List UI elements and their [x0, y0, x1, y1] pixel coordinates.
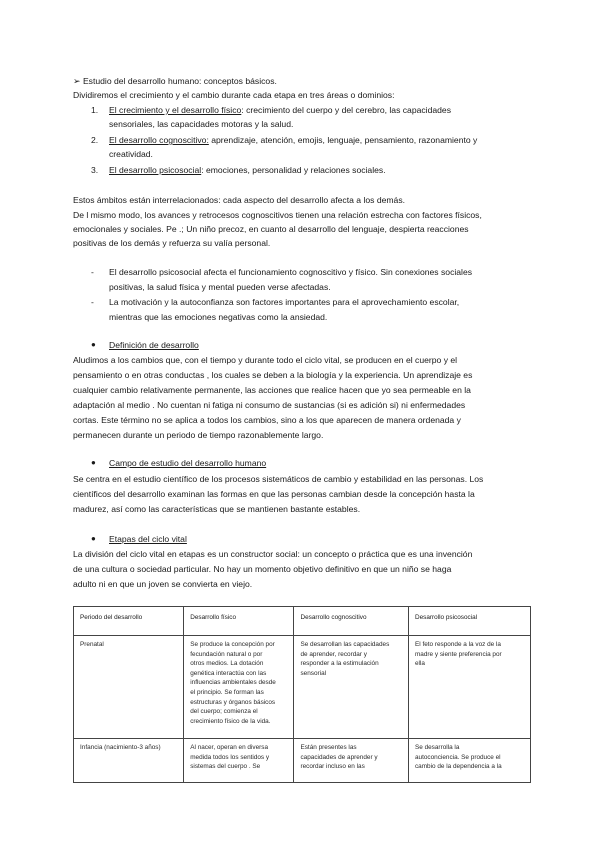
section-title: Etapas del ciclo vital — [109, 534, 187, 544]
dash-marker: - — [91, 297, 94, 307]
paragraph-line: científicos del desarrollo examinan las formas en que las personas cambian desde la concepción hasta la — [73, 489, 475, 499]
table-header-cell: Desarrollo psicosocial — [408, 607, 530, 636]
cell-line: estructuras y órganos básicos — [190, 698, 276, 706]
table-row — [74, 636, 531, 739]
table-header-row — [74, 607, 531, 636]
cell-line: genética interactúa con las — [190, 669, 267, 677]
cell-line: Se desarrolla la — [414, 744, 460, 751]
development-table — [73, 606, 531, 783]
table-cell-psicosocial — [408, 739, 530, 783]
cell-line: fecundación natural o por — [190, 650, 263, 658]
paragraph-line: cortas. Este término no se aplica a todos los cambios, sino a los que aparecen de manera ordenada y — [73, 415, 461, 425]
cell-line: de aprender, recordar y — [300, 650, 367, 658]
bullet-icon: ● — [91, 534, 96, 543]
section-heading — [73, 74, 277, 89]
paragraph-line: cualquier cambio relativamente permanente, las acciones que realice hacen que yo sea permeable en la — [73, 385, 471, 395]
paragraph-line: Aludimos a los cambios que, con el tiempo y durante todo el ciclo vital, se producen en el cuerpo y el — [73, 355, 458, 365]
cell-line: otros medios. La dotación — [190, 660, 264, 668]
section-title: Campo de estudio del desarrollo humano — [109, 458, 267, 468]
table-header-cell: Desarrollo cognoscitivo — [294, 607, 409, 636]
cell-line: El feto responde a la voz de la — [414, 641, 501, 648]
bullet-icon: ● — [91, 458, 96, 467]
list-item-label: El desarrollo psicosocial — [109, 165, 202, 175]
paragraph-line: adulto ni en que un joven se convierta en viejo. — [73, 579, 253, 589]
paragraph-line: adaptación al medio . No cuentan ni fatiga ni consumo de sustancias (si es adición si) ni enfermedades — [73, 400, 466, 410]
list-item — [109, 133, 477, 148]
cell-line: Al nacer, operan en diversa — [190, 744, 269, 751]
cell-line: recordar incluso en las — [300, 763, 365, 771]
paragraph-line: Estos ámbitos están interrelacionados: cada aspecto del desarrollo afecta a los demás. — [73, 195, 406, 205]
list-item-label: El desarrollo cognoscitivo: — [109, 135, 209, 145]
cell-line: madre y siente preferencia por — [414, 650, 502, 658]
table-cell-period: Infancia (nacimiento-3 años) — [74, 739, 184, 783]
list-item-continuation: sensoriales, las capacidades motoras y la salud. — [109, 119, 294, 129]
cell-line: del cuerpo; comienza el — [190, 708, 258, 716]
paragraph-line: De l mismo modo, los avances y retrocesos cognoscitivos tienen una relación estrecha con factores físicos, — [73, 210, 482, 220]
cell-line: cambio de la dependencia a la — [414, 763, 502, 771]
list-item-sep: : — [241, 105, 247, 115]
cell-line: crecimiento físico de la vida. — [190, 717, 271, 725]
table-cell-psicosocial — [408, 636, 530, 739]
cell-line: ella — [414, 660, 425, 668]
cell-line: sistemas del cuerpo . Se — [190, 763, 261, 771]
paragraph-line: La división del ciclo vital en etapas es un constructor social: un concepto o práctica que es una invención — [73, 549, 473, 559]
bullet-icon: ● — [91, 340, 96, 349]
paragraph-line: madurez, así como las características que se mantienen bastante estables. — [73, 504, 361, 514]
dash-marker: - — [91, 267, 94, 277]
dash-item-continuation: mientras que las emociones negativas como la ansiedad. — [109, 312, 328, 322]
cell-line: capacidades de aprender y — [300, 753, 378, 761]
paragraph-line: permanecen durante un periodo de tiempo razonablemente largo. — [73, 430, 324, 440]
cell-line: sensorial — [300, 669, 327, 677]
arrow-bullet-icon: ➢ — [73, 76, 81, 86]
table-cell-fisico — [184, 636, 294, 739]
dash-item: La motivación y la autoconfianza son factores importantes para el aprovechamiento escolar, — [109, 297, 460, 307]
paragraph-line: Se centra en el estudio científico de los procesos sistemáticos de cambio y estabilidad en las personas. Los — [73, 474, 484, 484]
table-cell-cognitivo — [294, 739, 409, 783]
intro-text: Dividiremos el crecimiento y el cambio durante cada etapa en tres áreas o dominios: — [73, 90, 395, 100]
list-item-label: El crecimiento y el desarrollo físico — [109, 105, 242, 115]
table-cell-period: Prenatal — [74, 636, 184, 739]
table-cell-fisico — [184, 739, 294, 783]
paragraph-line: emocionales y sociales. Pe .; Un niño precoz, en cuanto al desarrollo del lenguaje, despierta reacciones — [73, 224, 469, 234]
cell-line: responder a la estimulación — [300, 660, 379, 668]
cell-line: Están presentes las — [300, 744, 357, 751]
cell-line: Se desarrollan las capacidades — [300, 641, 390, 648]
table-row — [74, 739, 531, 783]
cell-line: autoconciencia. Se produce el — [414, 753, 501, 761]
paragraph-line: positivas de los demás y refuerza su valía personal. — [73, 238, 271, 248]
list-number: 2. — [91, 135, 99, 145]
paragraph-line: de una cultura o sociedad particular. No hay un momento objetivo definitivo en que un niño se haga — [73, 564, 452, 574]
list-item — [109, 103, 451, 118]
list-item-sep: : — [201, 165, 206, 175]
dash-item-continuation: positivas, la salud física y mental pueden verse afectadas. — [109, 282, 331, 292]
list-item-text: aprendizaje, atención, emojis, lenguaje, pensamiento, razonamiento y — [211, 135, 478, 145]
cell-line: el principio. Se forman las — [190, 688, 264, 696]
table-header-cell: Periodo del desarrollo — [74, 607, 184, 636]
section-title: Definición de desarrollo — [109, 340, 199, 350]
list-item — [109, 163, 386, 178]
dash-item: El desarrollo psicosocial afecta el funcionamiento cognoscitivo y físico. Sin conexiones sociales — [109, 267, 473, 277]
table-header-cell: Desarrollo físico — [184, 607, 294, 636]
paragraph-line: pensamiento o en otras conductas , los cuales se deben a la biología y la experiencia. Un aprendizaje es — [73, 370, 473, 380]
table-cell-cognitivo — [294, 636, 409, 739]
list-item-continuation: creatividad. — [109, 149, 153, 159]
cell-line: medida todos los sentidos y — [190, 753, 270, 761]
cell-line: influencias ambientales desde — [190, 679, 276, 687]
list-number: 3. — [91, 165, 99, 175]
heading-title: Estudio del desarrollo humano: conceptos básicos. — [82, 76, 277, 86]
list-number: 1. — [91, 105, 99, 115]
cell-line: Se produce la concepción por — [190, 641, 275, 648]
list-item-text: emociones, personalidad y relaciones sociales. — [205, 165, 386, 175]
list-item-text: crecimiento del cuerpo y del cerebro, las capacidades — [246, 105, 452, 115]
